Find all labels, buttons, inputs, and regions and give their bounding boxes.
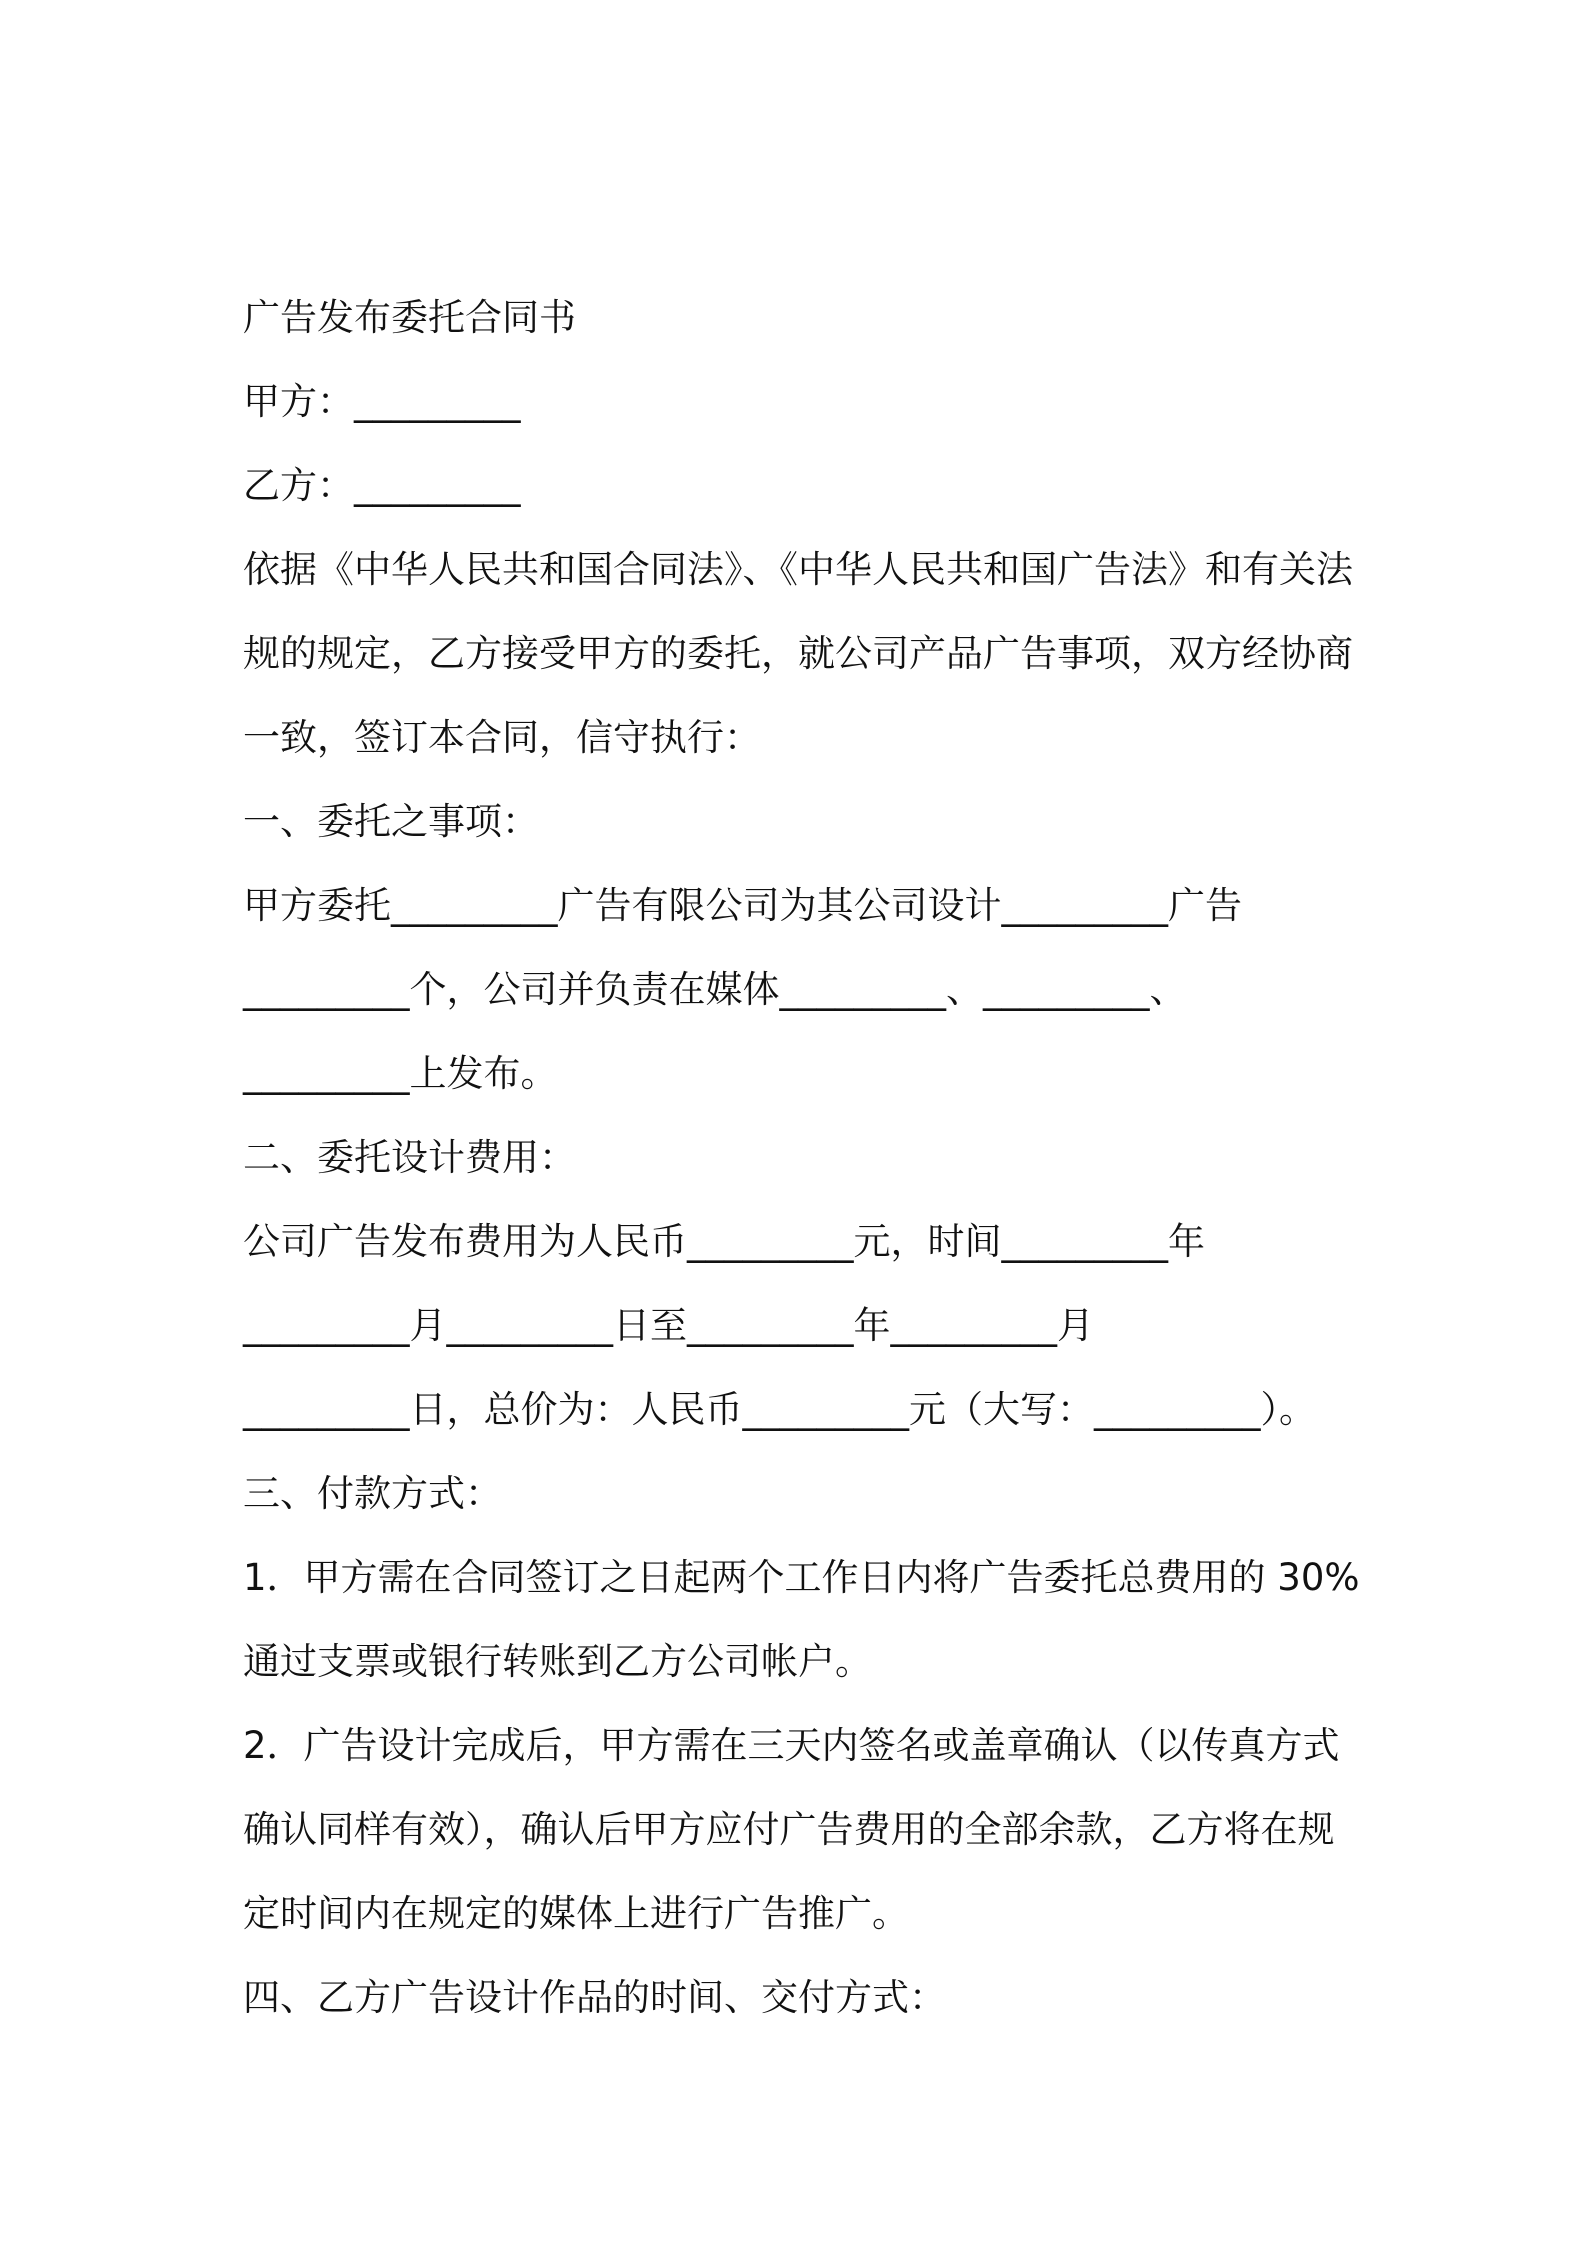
document-body — [243, 276, 1363, 2040]
section-2-line-1: 公司广告发布费用为人民币_________元，时间_________年 — [243, 1220, 1205, 1263]
section-2-heading: 二、委托设计费用： — [243, 1136, 576, 1179]
section-2-line-2: _________月_________日至_________年_________月 — [243, 1304, 1094, 1347]
section-3-item-2-line-1: 2．广告设计完成后，甲方需在三天内签名或盖章确认（以传真方式 — [243, 1724, 1340, 1767]
party-a-line: 甲方：_________ — [243, 380, 521, 423]
document-title: 广告发布委托合同书 — [243, 296, 576, 339]
section-3-item-2-line-2: 确认同样有效），确认后甲方应付广告费用的全部余款，乙方将在规 — [243, 1808, 1335, 1851]
section-1-line-1: 甲方委托_________广告有限公司为其公司设计_________广告 — [243, 884, 1242, 927]
section-1-line-2: _________个，公司并负责在媒体_________、_________、 — [243, 968, 1187, 1011]
party-b-line: 乙方：_________ — [243, 464, 521, 507]
section-4-heading: 四、乙方广告设计作品的时间、交付方式： — [243, 1976, 946, 2019]
section-2-line-3: _________日，总价为：人民币_________元（大写：_________）。 — [243, 1388, 1316, 1431]
section-3-item-1-line-2: 通过支票或银行转账到乙方公司帐户。 — [243, 1640, 872, 1683]
section-1-line-3: _________上发布。 — [243, 1052, 558, 1095]
section-3-item-2-line-3: 定时间内在规定的媒体上进行广告推广。 — [243, 1892, 909, 1935]
preamble-line-2: 规的规定，乙方接受甲方的委托，就公司产品广告事项，双方经协商 — [243, 632, 1353, 675]
preamble-line-3: 一致，签订本合同，信守执行： — [243, 716, 761, 759]
section-1-heading: 一、委托之事项： — [243, 800, 539, 843]
section-3-heading: 三、付款方式： — [243, 1472, 502, 1515]
section-3-item-1-line-1: 1．甲方需在合同签订之日起两个工作日内将广告委托总费用的 30% — [243, 1556, 1360, 1599]
preamble-line-1: 依据《中华人民共和国合同法》、《中华人民共和国广告法》和有关法 — [243, 548, 1353, 591]
